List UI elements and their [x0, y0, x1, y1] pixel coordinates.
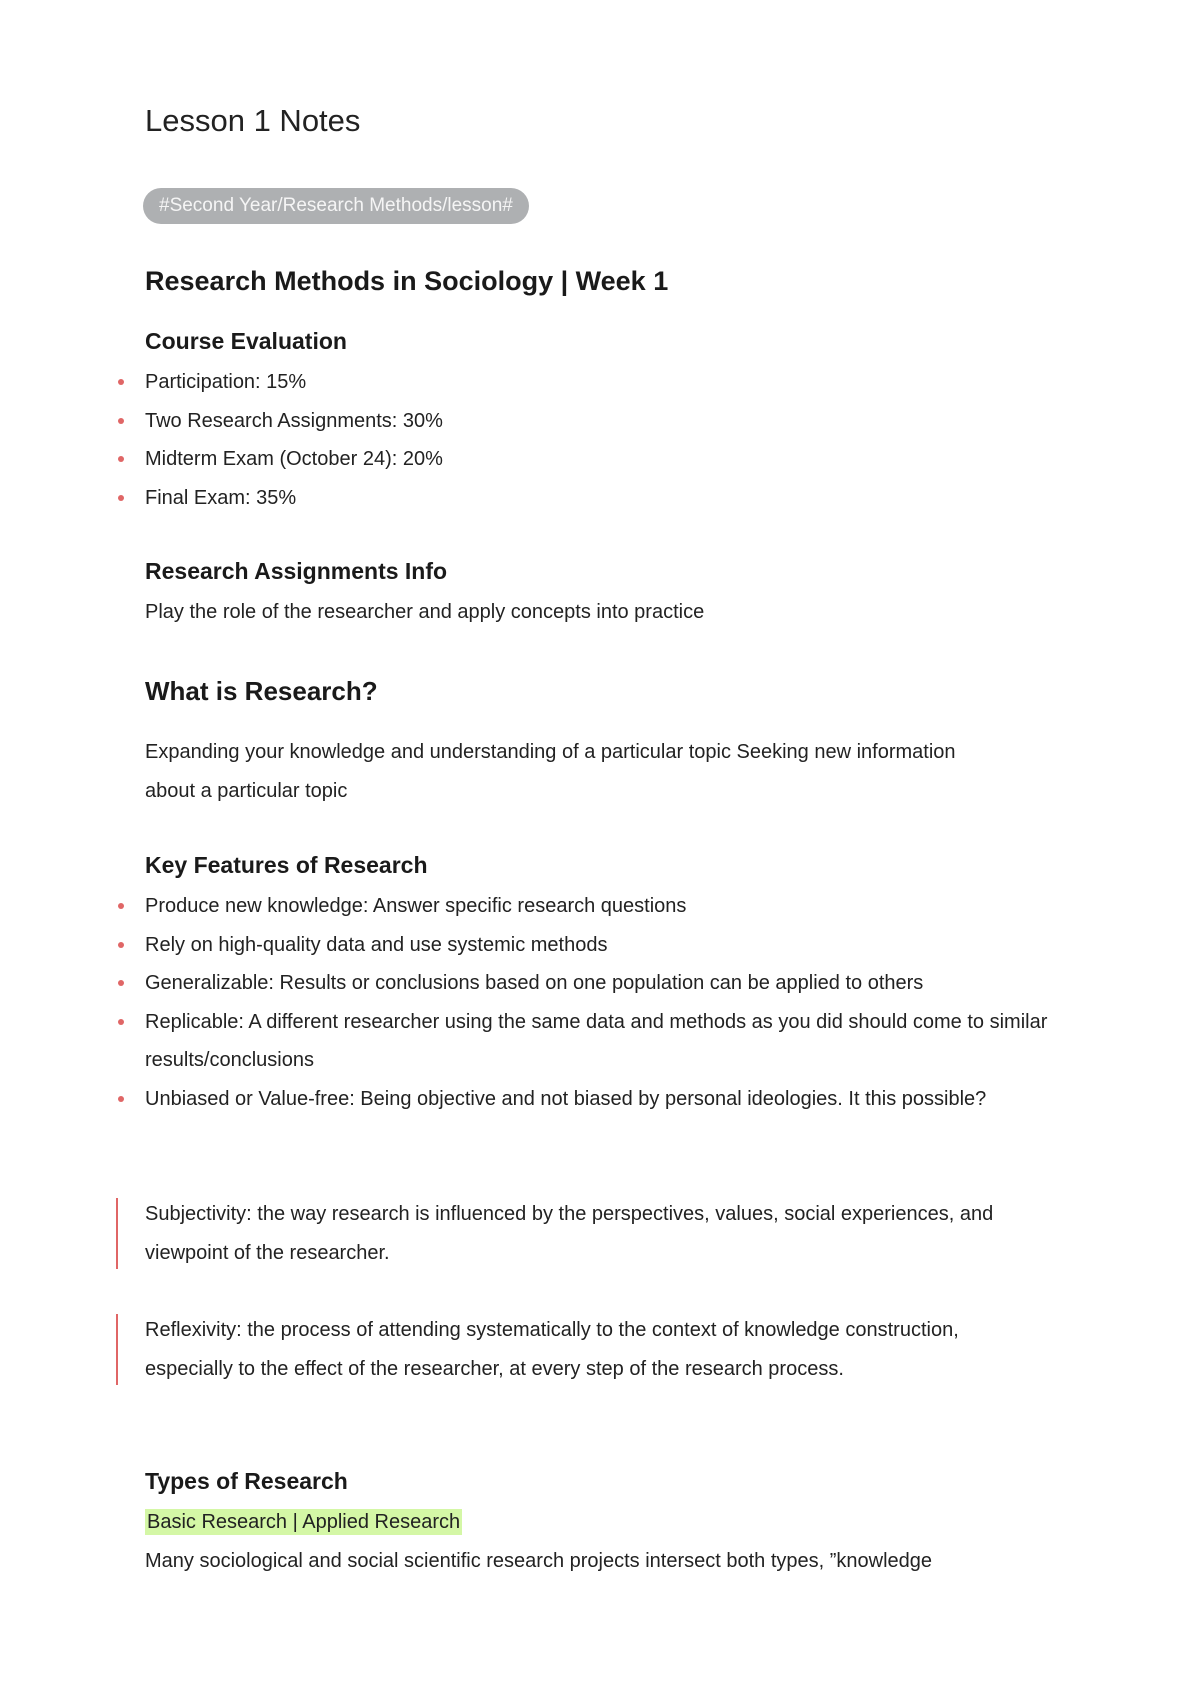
- key-features-list: [145, 887, 1080, 1118]
- bullet-icon: [118, 942, 124, 948]
- types-of-research-highlight: [145, 1503, 1045, 1542]
- bullet-icon: [118, 418, 124, 424]
- bullet-icon: [118, 495, 124, 501]
- bullet-icon: [118, 379, 124, 385]
- list-item: Midterm Exam (October 24): 20%: [145, 440, 1045, 479]
- highlighted-text: Basic Research | Applied Research: [147, 1511, 461, 1533]
- bullet-icon: [118, 903, 124, 909]
- bullet-icon: [118, 1096, 124, 1102]
- heading-course-evaluation: Course Evaluation: [145, 328, 347, 354]
- list-item: Final Exam: 35%: [145, 479, 1045, 518]
- bullet-icon: [118, 980, 124, 986]
- section-heading-main: Research Methods in Sociology | Week 1: [145, 266, 669, 296]
- blockquote-subjectivity: Subjectivity: the way research is influenced by the perspectives, values, social experiences, and viewpoint of the researcher.: [145, 1195, 1080, 1272]
- list-item: Participation: 15%: [145, 363, 1045, 402]
- bullet-icon: [118, 1019, 124, 1025]
- list-item: Rely on high-quality data and use systemic methods: [145, 926, 1080, 965]
- tag-badge[interactable]: #Second Year/Research Methods/lesson#: [143, 188, 529, 224]
- heading-types-of-research: Types of Research: [145, 1468, 348, 1494]
- what-is-research-text: Expanding your knowledge and understanding of a particular topic Seeking new information about a particular topic: [145, 741, 956, 802]
- list-item: Unbiased or Value-free: Being objective and not biased by personal ideologies. It this possible?: [145, 1080, 1080, 1119]
- list-item: Replicable: A different researcher using the same data and methods as you did should come to similar results/conclusions: [145, 1003, 1080, 1080]
- research-assignments-text: Play the role of the researcher and apply concepts into practice: [145, 601, 705, 623]
- page-title: Lesson 1 Notes: [145, 103, 361, 138]
- blockquote-reflexivity: Reflexivity: the process of attending systematically to the context of knowledge construction, especially to the effect of the researcher, at every step of the research process.: [145, 1311, 1005, 1388]
- quote-bar: [116, 1314, 118, 1385]
- heading-what-is-research: What is Research?: [145, 676, 378, 706]
- list-item: Generalizable: Results or conclusions based on one population can be applied to others: [145, 964, 1080, 1003]
- heading-key-features: Key Features of Research: [145, 852, 428, 878]
- quote-bar: [116, 1198, 118, 1269]
- course-evaluation-list: [145, 363, 1045, 517]
- bullet-icon: [118, 456, 124, 462]
- heading-research-assignments: Research Assignments Info: [145, 558, 448, 584]
- list-item: Produce new knowledge: Answer specific research questions: [145, 887, 1080, 926]
- list-item: Two Research Assignments: 30%: [145, 402, 1045, 441]
- types-of-research-text: Many sociological and social scientific research projects intersect both types, ”knowledge: [145, 1550, 933, 1572]
